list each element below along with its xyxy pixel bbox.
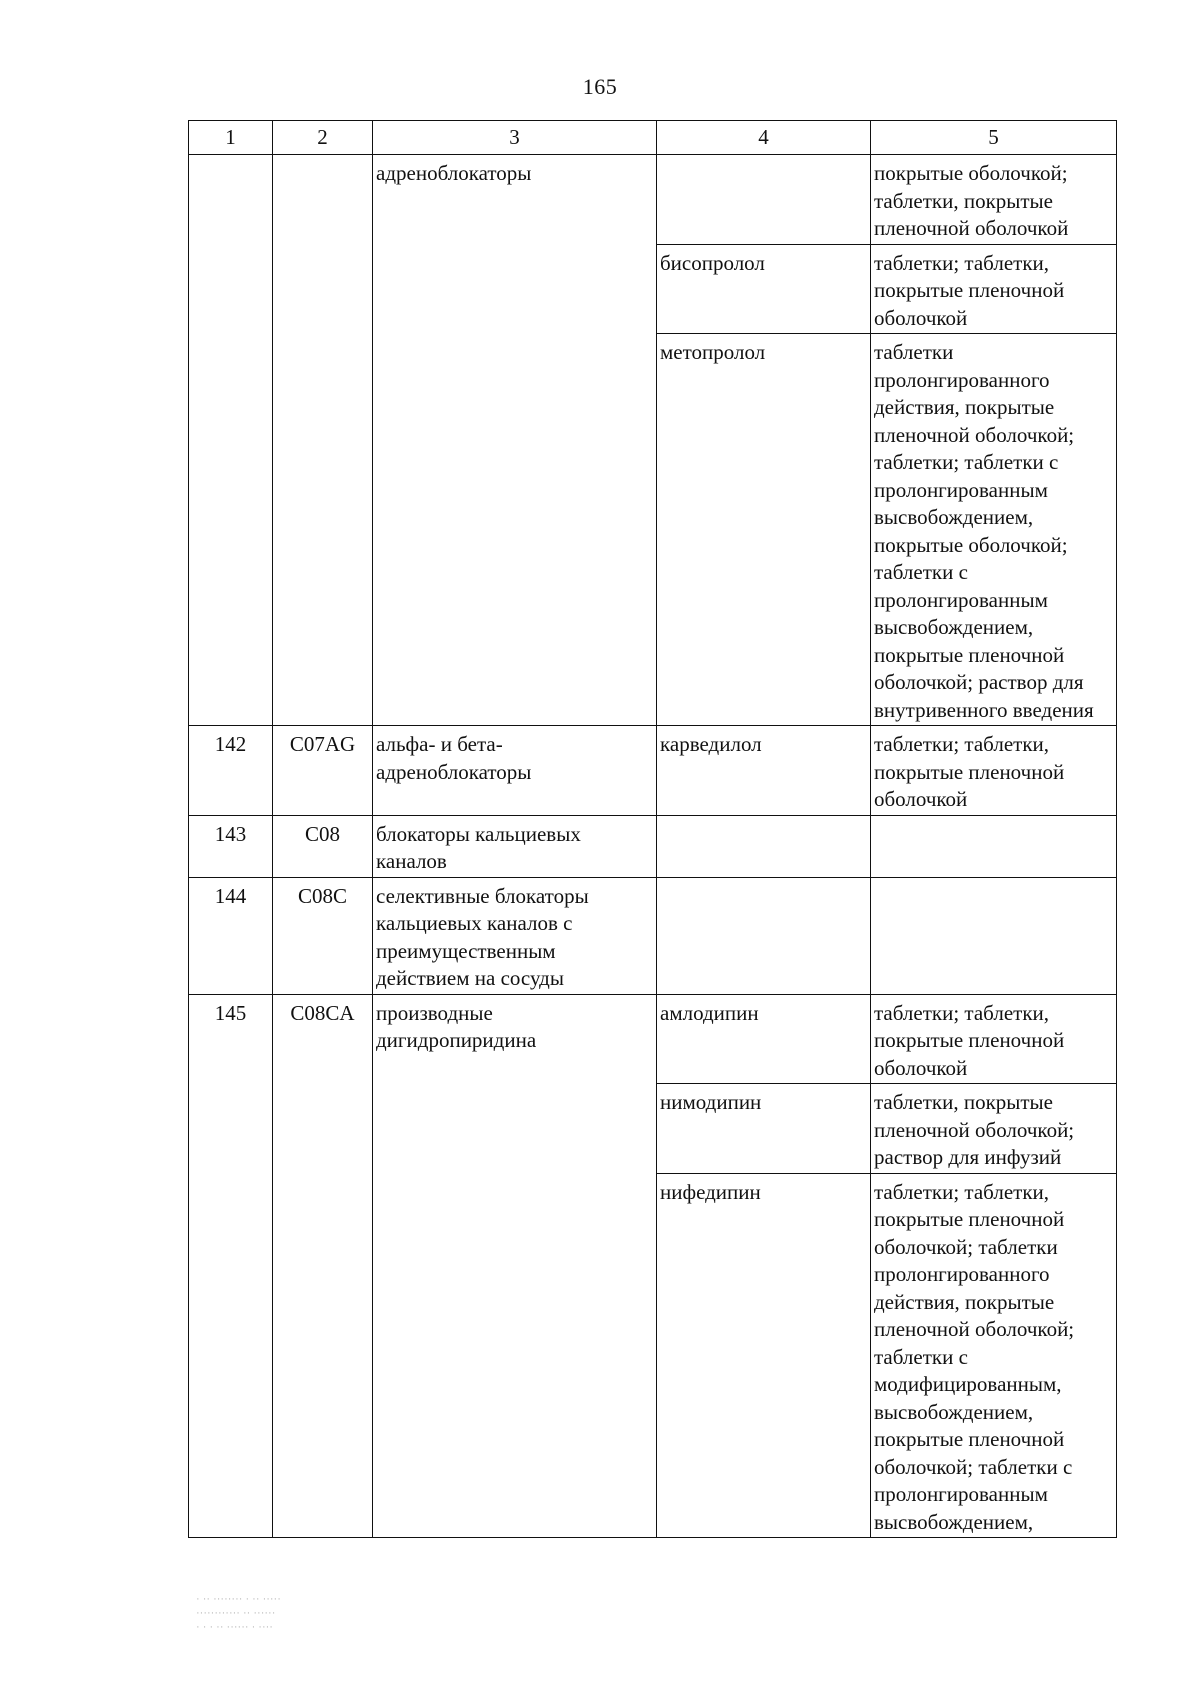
table-row [189, 877, 1117, 994]
drug-name-cell [657, 815, 871, 877]
drug-name-cell: амлодипин [657, 994, 871, 1084]
dosage-form-cell [871, 877, 1117, 994]
atc-group-cell: адреноблокаторы [373, 155, 657, 726]
column-number-row [189, 121, 1117, 155]
atc-code-cell: C08CA [273, 994, 373, 1538]
table-row [189, 726, 1117, 816]
table-row [189, 994, 1117, 1084]
table-row [189, 155, 1117, 245]
stamp-line: · ·· ········ · ·· ····· [196, 1593, 281, 1605]
drug-name-cell: нимодипин [657, 1084, 871, 1174]
drug-name-cell: метопролол [657, 334, 871, 726]
column-header-1: 1 [189, 121, 273, 155]
dosage-form-cell: таблетки; таблетки, покрытые пленочной оболочкой [871, 244, 1117, 334]
row-number-cell: 144 [189, 877, 273, 994]
atc-group-cell: производные дигидропиридина [373, 994, 657, 1538]
atc-code-cell [273, 155, 373, 726]
medication-table [188, 120, 1117, 1538]
drug-name-cell: карведилол [657, 726, 871, 816]
drug-name-cell [657, 877, 871, 994]
atc-group-cell: блокаторы кальциевых каналов [373, 815, 657, 877]
dosage-form-cell: таблетки; таблетки, покрытые пленочной оболочкой [871, 994, 1117, 1084]
dosage-form-cell: покрытые оболочкой; таблетки, покрытые пленочной оболочкой [871, 155, 1117, 245]
row-number-cell: 143 [189, 815, 273, 877]
page-number: 165 [582, 74, 618, 99]
drug-name-cell: бисопролол [657, 244, 871, 334]
drug-name-cell: нифедипин [657, 1173, 871, 1538]
column-header-4: 4 [657, 121, 871, 155]
dosage-form-cell: таблетки пролонгированного действия, покрытые пленочной оболочкой; таблетки; таблетки с пролонгированным высвобождением, покрытые оболочкой; таблетки с пролонгированным высвобождением, покрытые пленочной оболочкой; раствор для внутривенного введения [871, 334, 1117, 726]
row-number-cell [189, 155, 273, 726]
atc-code-cell: C08C [273, 877, 373, 994]
column-header-5: 5 [871, 121, 1117, 155]
atc-code-cell: C07AG [273, 726, 373, 816]
atc-group-cell: альфа- и бета-адреноблокаторы [373, 726, 657, 816]
column-header-2: 2 [273, 121, 373, 155]
atc-group-cell: селективные блокаторы кальциевых каналов с преимущественным действием на сосуды [373, 877, 657, 994]
atc-code-cell: C08 [273, 815, 373, 877]
dosage-form-cell: таблетки; таблетки, покрытые пленочной оболочкой [871, 726, 1117, 816]
stamp-line: ············ ·· ······ [196, 1607, 276, 1619]
dosage-form-cell: таблетки, покрытые пленочной оболочкой; раствор для инфузий [871, 1084, 1117, 1174]
dosage-form-cell: таблетки; таблетки, покрытые пленочной оболочкой; таблетки пролонгированного действия, покрытые пленочной оболочкой; таблетки с модифицированным, высвобождением, покрытые пленочной оболочкой; таблетки с пролонгированным высвобождением, [871, 1173, 1117, 1538]
row-number-cell: 142 [189, 726, 273, 816]
table-row [189, 815, 1117, 877]
dosage-form-cell [871, 815, 1117, 877]
scan-stamp [196, 1592, 396, 1634]
drug-name-cell [657, 155, 871, 245]
row-number-cell: 145 [189, 994, 273, 1538]
stamp-line: · · · ·· ······ · ···· [196, 1621, 273, 1633]
column-header-3: 3 [373, 121, 657, 155]
